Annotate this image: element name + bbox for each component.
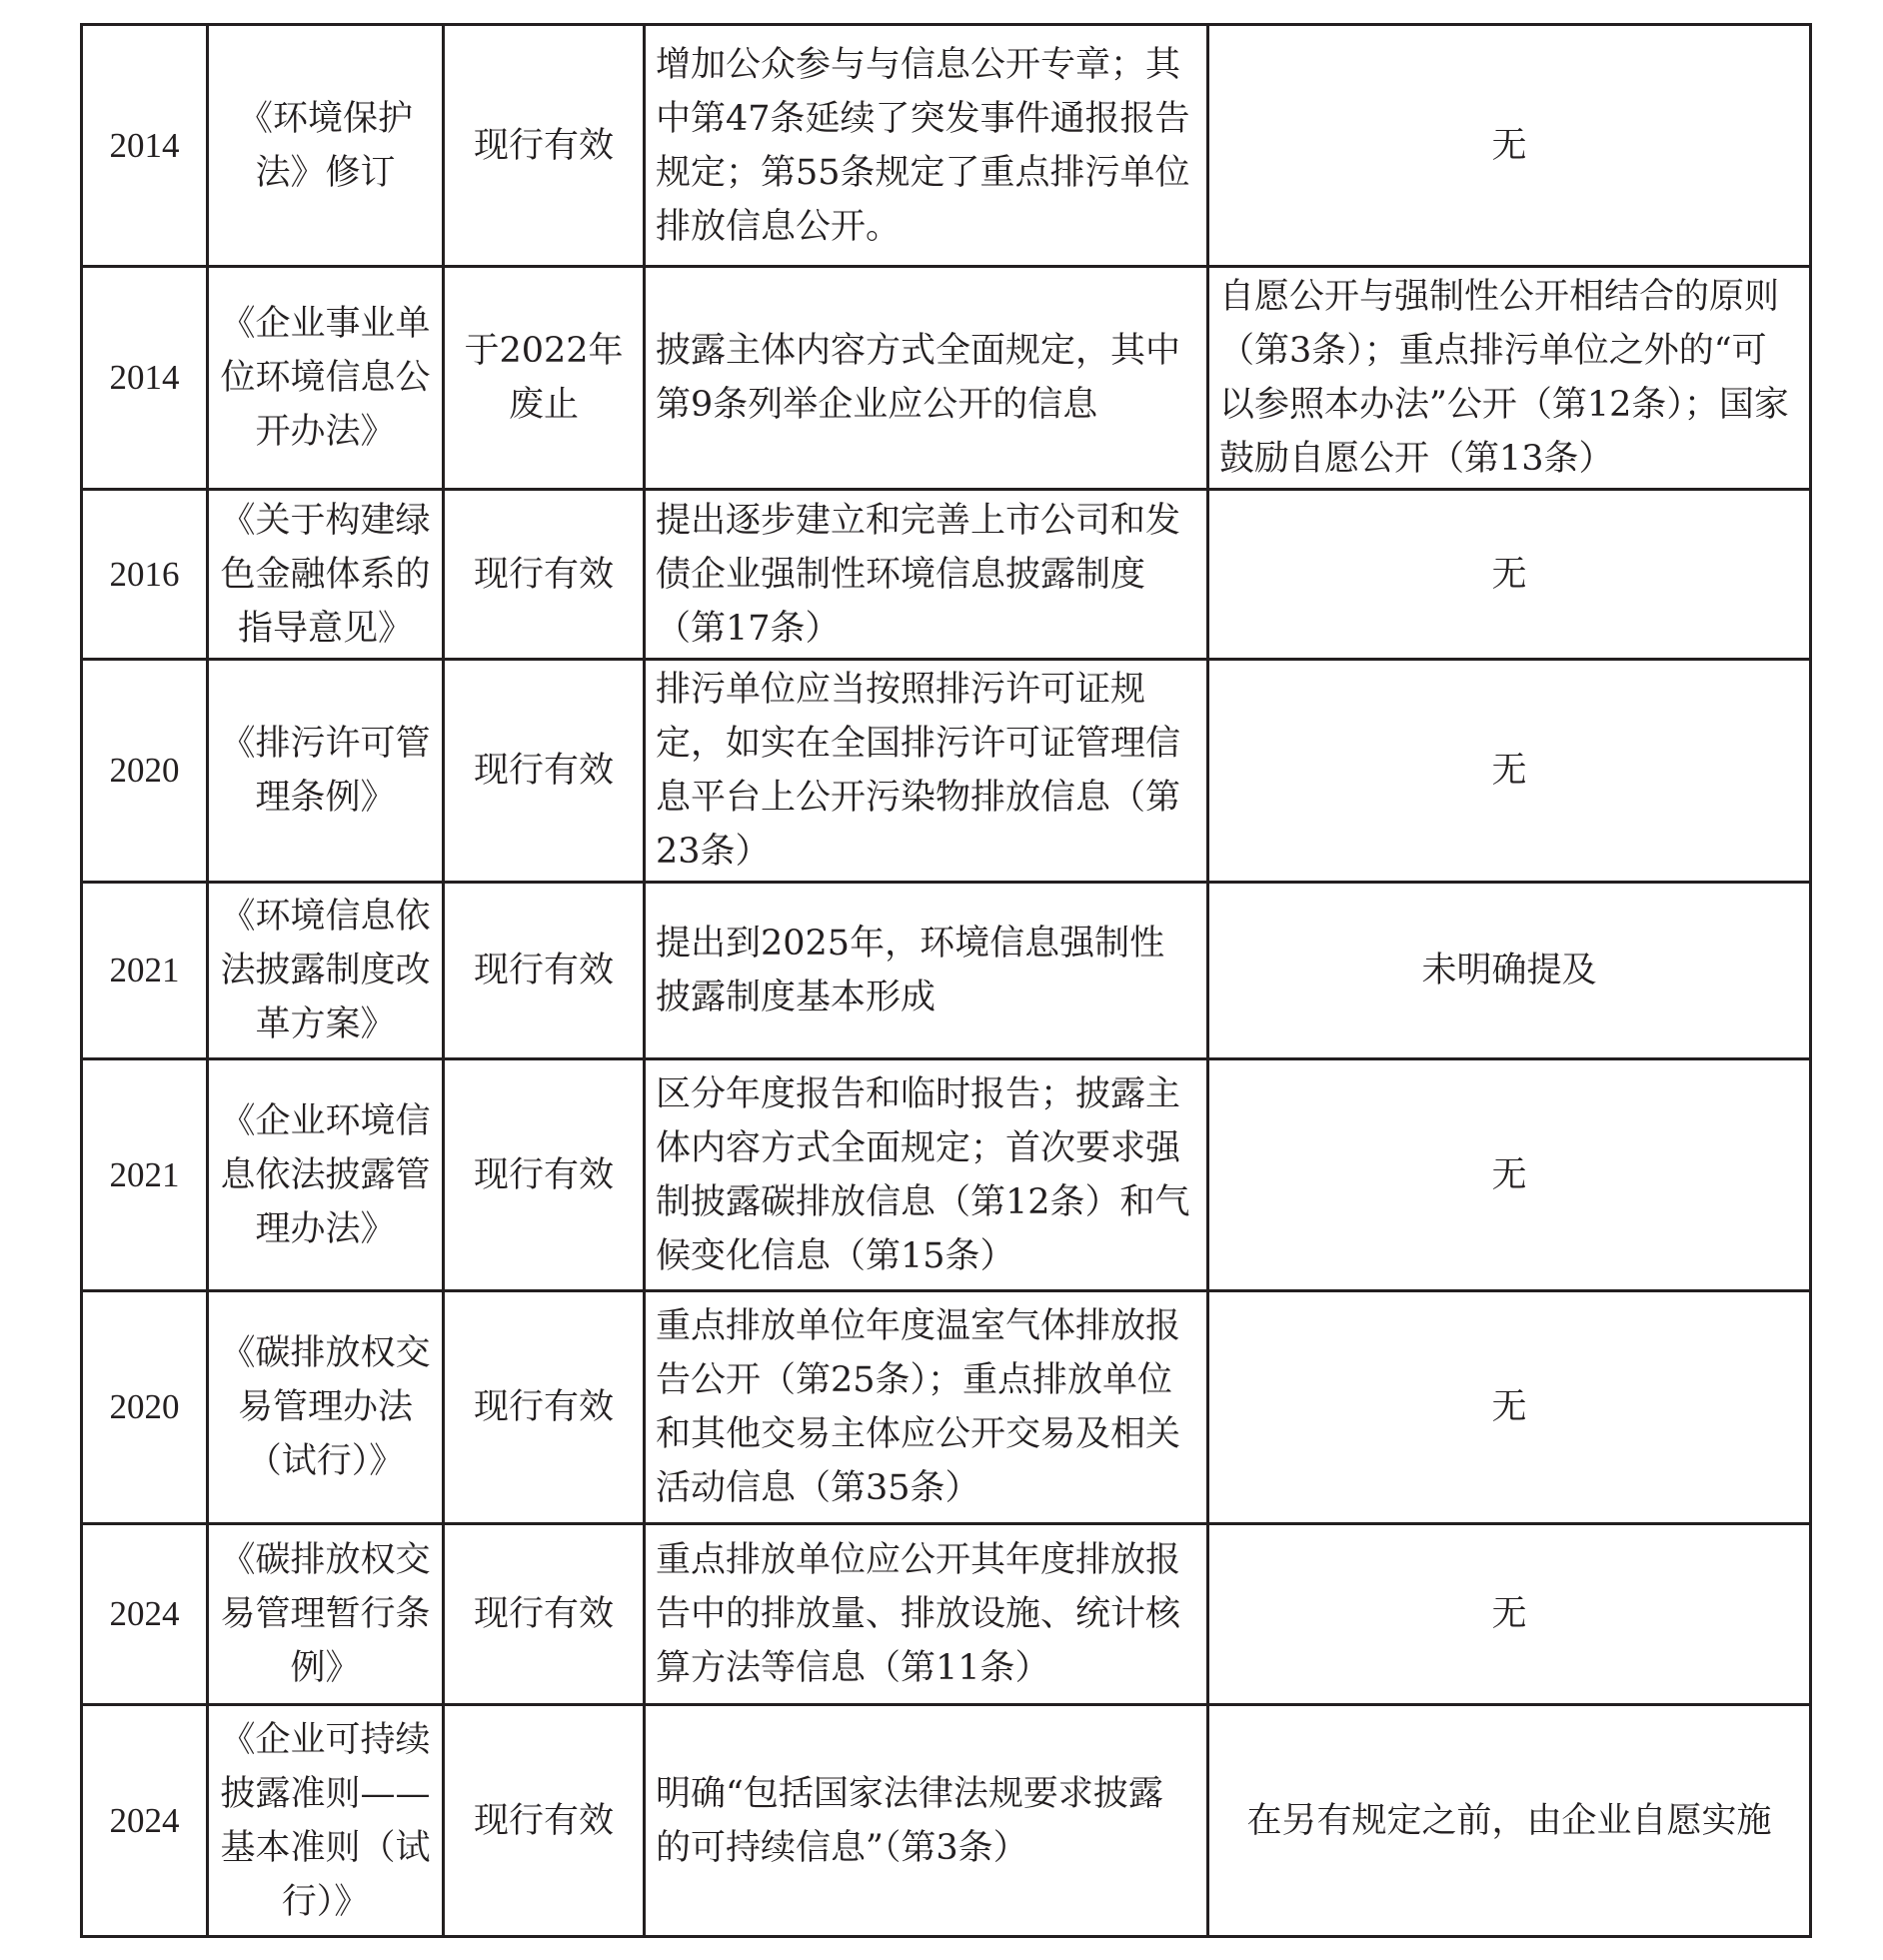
voluntary-disclosure-cell: 在另有规定之前，由企业自愿实施 — [1208, 1705, 1811, 1937]
disclosure-content-cell: 重点排放单位年度温室气体排放报告公开（第25条）；重点排放单位和其他交易主体应公开交易及相关活动信息（第35条） — [645, 1291, 1208, 1524]
policy-name-cell: 《碳排放权交易管理暂行条例》 — [208, 1524, 444, 1705]
disclosure-content-cell: 增加公众参与与信息公开专章；其中第47条延续了突发事件通报报告规定；第55条规定了重点排污单位排放信息公开。 — [645, 25, 1208, 267]
voluntary-disclosure-cell: 未明确提及 — [1208, 883, 1811, 1059]
status-cell: 于2022年废止 — [444, 267, 645, 490]
policy-name-cell: 《企业可持续披露准则——基本准则（试行）》 — [208, 1705, 444, 1937]
voluntary-disclosure-cell: 自愿公开与强制性公开相结合的原则（第3条）；重点排污单位之外的“可以参照本办法”公开（第12条）；国家鼓励自愿公开（第13条） — [1208, 267, 1811, 490]
policy-name-cell: 《碳排放权交易管理办法（试行）》 — [208, 1291, 444, 1524]
policy-name-cell: 《企业事业单位环境信息公开办法》 — [208, 267, 444, 490]
table-row — [82, 1291, 1811, 1524]
voluntary-disclosure-cell: 无 — [1208, 1524, 1811, 1705]
status-cell: 现行有效 — [444, 1059, 645, 1291]
status-cell: 现行有效 — [444, 660, 645, 883]
year-cell: 2024 — [82, 1524, 208, 1705]
policy-name-cell: 《环境保护法》修订 — [208, 25, 444, 267]
status-cell: 现行有效 — [444, 490, 645, 660]
disclosure-content-cell: 提出逐步建立和完善上市公司和发债企业强制性环境信息披露制度（第17条） — [645, 490, 1208, 660]
table-row — [82, 1705, 1811, 1937]
disclosure-content-cell: 排污单位应当按照排污许可证规定，如实在全国排污许可证管理信息平台上公开污染物排放信息（第23条） — [645, 660, 1208, 883]
disclosure-content-cell: 明确“包括国家法律法规要求披露的可持续信息”（第3条） — [645, 1705, 1208, 1937]
year-cell: 2024 — [82, 1705, 208, 1937]
policy-table — [80, 23, 1812, 1938]
voluntary-disclosure-cell: 无 — [1208, 1291, 1811, 1524]
year-cell: 2014 — [82, 25, 208, 267]
table-row — [82, 490, 1811, 660]
year-cell: 2014 — [82, 267, 208, 490]
disclosure-content-cell: 区分年度报告和临时报告；披露主体内容方式全面规定；首次要求强制披露碳排放信息（第12条）和气候变化信息（第15条） — [645, 1059, 1208, 1291]
policy-name-cell: 《环境信息依法披露制度改革方案》 — [208, 883, 444, 1059]
status-cell: 现行有效 — [444, 1524, 645, 1705]
year-cell: 2021 — [82, 883, 208, 1059]
disclosure-content-cell: 重点排放单位应公开其年度排放报告中的排放量、排放设施、统计核算方法等信息（第11条） — [645, 1524, 1208, 1705]
year-cell: 2016 — [82, 490, 208, 660]
table-row — [82, 1059, 1811, 1291]
year-cell: 2021 — [82, 1059, 208, 1291]
status-cell: 现行有效 — [444, 883, 645, 1059]
status-cell: 现行有效 — [444, 25, 645, 267]
year-cell: 2020 — [82, 1291, 208, 1524]
voluntary-disclosure-cell: 无 — [1208, 490, 1811, 660]
table-row — [82, 1524, 1811, 1705]
voluntary-disclosure-cell: 无 — [1208, 660, 1811, 883]
voluntary-disclosure-cell: 无 — [1208, 25, 1811, 267]
table-row — [82, 25, 1811, 267]
table-row — [82, 267, 1811, 490]
disclosure-content-cell: 提出到2025年，环境信息强制性披露制度基本形成 — [645, 883, 1208, 1059]
policy-name-cell: 《排污许可管理条例》 — [208, 660, 444, 883]
table-row — [82, 660, 1811, 883]
disclosure-content-cell: 披露主体内容方式全面规定，其中第9条列举企业应公开的信息 — [645, 267, 1208, 490]
policy-name-cell: 《关于构建绿色金融体系的指导意见》 — [208, 490, 444, 660]
year-cell: 2020 — [82, 660, 208, 883]
policy-name-cell: 《企业环境信息依法披露管理办法》 — [208, 1059, 444, 1291]
status-cell: 现行有效 — [444, 1291, 645, 1524]
voluntary-disclosure-cell: 无 — [1208, 1059, 1811, 1291]
table-row — [82, 883, 1811, 1059]
status-cell: 现行有效 — [444, 1705, 645, 1937]
